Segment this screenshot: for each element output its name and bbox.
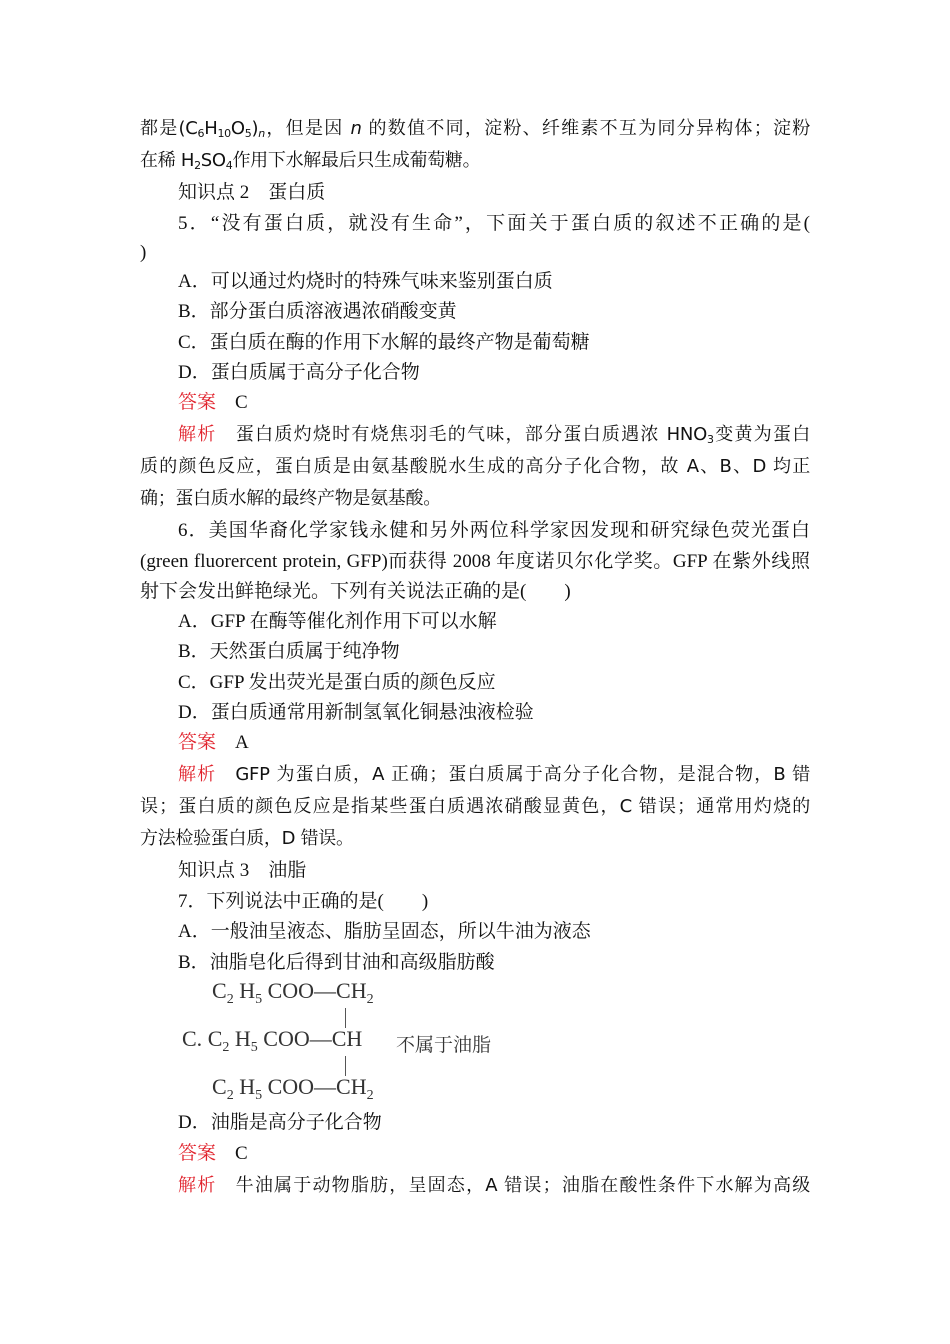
text-segment: 变黄为蛋白	[713, 424, 811, 445]
text-line	[178, 1141, 810, 1167]
text-segment: 质的颜色反应，蛋白质是由氨基酸脱水生成的高分子化合物，故 A、B、D 均正	[140, 456, 810, 477]
text-segment: A	[216, 732, 249, 753]
f: 2	[366, 1088, 374, 1103]
answer-label: 答案	[178, 1143, 217, 1164]
text-segment: 5	[244, 127, 252, 140]
text-line	[140, 794, 810, 820]
text-segment: 作用下水解最后只生成葡萄糖。	[232, 150, 481, 171]
formula-row-3	[212, 1074, 374, 1103]
text-segment: 7．下列说法中正确的是( )	[178, 891, 429, 912]
text-segment: (green fluorercent protein, GFP)而获得 2008 年度诺贝尔化学奖。GFP 在紫外线照	[140, 551, 810, 572]
f: 2	[226, 1088, 234, 1103]
text-line	[178, 609, 810, 635]
text-line	[140, 549, 810, 575]
text-line	[178, 211, 810, 237]
text-line	[178, 360, 810, 386]
text-segment: O	[230, 118, 245, 139]
text-segment: H	[204, 118, 218, 139]
f: C	[212, 1074, 227, 1099]
text-segment: C．蛋白质在酶的作用下水解的最终产物是葡萄糖	[178, 332, 590, 353]
text-segment: n	[258, 127, 265, 140]
text-segment: ，但是因	[264, 118, 351, 139]
text-segment: D．蛋白质属于高分子化合物	[178, 362, 420, 383]
text-line	[178, 919, 810, 945]
f: H	[233, 1074, 256, 1099]
text-line	[178, 858, 810, 884]
text-line	[178, 1110, 810, 1136]
text-line	[178, 700, 810, 726]
text-line	[140, 454, 810, 480]
f: 5	[250, 1040, 258, 1055]
text-segment: 的数值不同，淀粉、纤维素不互为同分异构体；淀粉	[361, 118, 810, 139]
f: C	[207, 1026, 223, 1051]
f: 2	[222, 1040, 230, 1055]
text-segment: 射下会发出鲜艳绿光。下列有关说法正确的是( )	[140, 581, 571, 602]
text-segment: C	[216, 1143, 248, 1164]
f: C	[212, 978, 227, 1003]
formula-row-1	[212, 978, 374, 1007]
text-segment: B．部分蛋白质溶液遇浓硝酸变黄	[178, 301, 457, 322]
answer-label: 解析	[178, 764, 217, 785]
text-segment: )	[140, 242, 147, 263]
text-segment: 在稀 H	[140, 150, 195, 171]
text-segment: 6．美国华裔化学家钱永健和另外两位科学家因发现和研究绿色荧光蛋白	[178, 520, 810, 541]
text-segment: A．GFP 在酶等催化剂作用下可以水解	[178, 611, 497, 632]
text-line	[178, 730, 810, 756]
text-line	[178, 762, 810, 788]
text-segment: 知识点 3 油脂	[178, 860, 307, 881]
f: 2	[366, 992, 374, 1007]
bond-line	[345, 1008, 346, 1028]
text-segment: 蛋白质灼烧时有烧焦羽毛的气味，部分蛋白质遇浓 HNO	[216, 424, 707, 445]
text-segment: 牛油属于动物脂肪，呈固态，A 错误；油脂在酸性条件下水解为高级	[216, 1175, 811, 1196]
text-segment: D．蛋白质通常用新制氢氧化铜悬浊液检验	[178, 702, 534, 723]
bond-line	[345, 1056, 346, 1076]
text-line	[178, 299, 810, 325]
text-line	[178, 670, 810, 696]
text-line	[178, 950, 810, 976]
text-line	[178, 1173, 810, 1199]
text-line	[140, 826, 810, 852]
text-line	[140, 116, 810, 142]
f: H	[229, 1026, 251, 1051]
text-segment: A．一般油呈液态、脂肪呈固态，所以牛油为液态	[178, 921, 591, 942]
text-segment: 4	[225, 159, 233, 172]
text-segment: D．油脂是高分子化合物	[178, 1112, 382, 1133]
text-segment: )	[251, 118, 259, 139]
text-line	[140, 579, 810, 605]
text-segment: 6	[197, 127, 205, 140]
text-segment: 3	[706, 433, 714, 446]
answer-label: 解析	[178, 424, 217, 445]
text-line	[178, 422, 810, 448]
f: H	[233, 978, 256, 1003]
text-line	[178, 330, 810, 356]
text-segment: 都是(C	[140, 118, 198, 139]
text-segment: GFP 为蛋白质，A 正确；蛋白质属于高分子化合物，是混合物，B 错	[216, 764, 810, 785]
text-line	[140, 486, 810, 512]
text-segment: C	[216, 392, 248, 413]
text-segment: 误；蛋白质的颜色反应是指某些蛋白质遇浓硝酸显黄色，C 错误；通常用灼烧的	[140, 796, 810, 817]
f: COO—CH	[262, 978, 367, 1003]
f: 5	[255, 1088, 263, 1103]
text-line	[140, 240, 810, 266]
text-segment: B．天然蛋白质属于纯净物	[178, 641, 400, 662]
text-segment: 5．“没有蛋白质，就没有生命”，下面关于蛋白质的叙述不正确的是(	[178, 213, 810, 234]
text-segment: SO	[200, 150, 226, 171]
formula-row-2	[182, 1026, 363, 1055]
f: COO—CH	[257, 1026, 363, 1051]
answer-label: 答案	[178, 392, 217, 413]
text-segment: 知识点 2 蛋白质	[178, 182, 326, 203]
text-line	[178, 269, 810, 295]
option-label: C.	[182, 1026, 203, 1051]
text-line	[178, 889, 810, 915]
answer-label: 答案	[178, 732, 217, 753]
text-line	[140, 148, 810, 174]
text-segment: C．GFP 发出荧光是蛋白质的颜色反应	[178, 672, 496, 693]
text-segment: n	[350, 118, 362, 139]
formula-note: 不属于油脂	[396, 1034, 492, 1056]
text-segment: 10	[217, 127, 231, 140]
answer-label: 解析	[178, 1175, 217, 1196]
text-segment: 方法检验蛋白质，D 错误。	[140, 828, 354, 849]
text-segment: A．可以通过灼烧时的特殊气味来鉴别蛋白质	[178, 271, 553, 292]
text-segment: 2	[194, 159, 201, 172]
text-line	[178, 390, 810, 416]
text-line	[178, 639, 810, 665]
text-line	[178, 180, 810, 206]
option-c-structural-formula	[182, 978, 522, 1103]
text-line	[178, 518, 810, 544]
text-segment: 确；蛋白质水解的最终产物是氨基酸。	[140, 488, 441, 509]
text-segment: B．油脂皂化后得到甘油和高级脂肪酸	[178, 952, 495, 973]
f: 5	[255, 992, 263, 1007]
f: COO—CH	[262, 1074, 367, 1099]
f: 2	[226, 992, 234, 1007]
